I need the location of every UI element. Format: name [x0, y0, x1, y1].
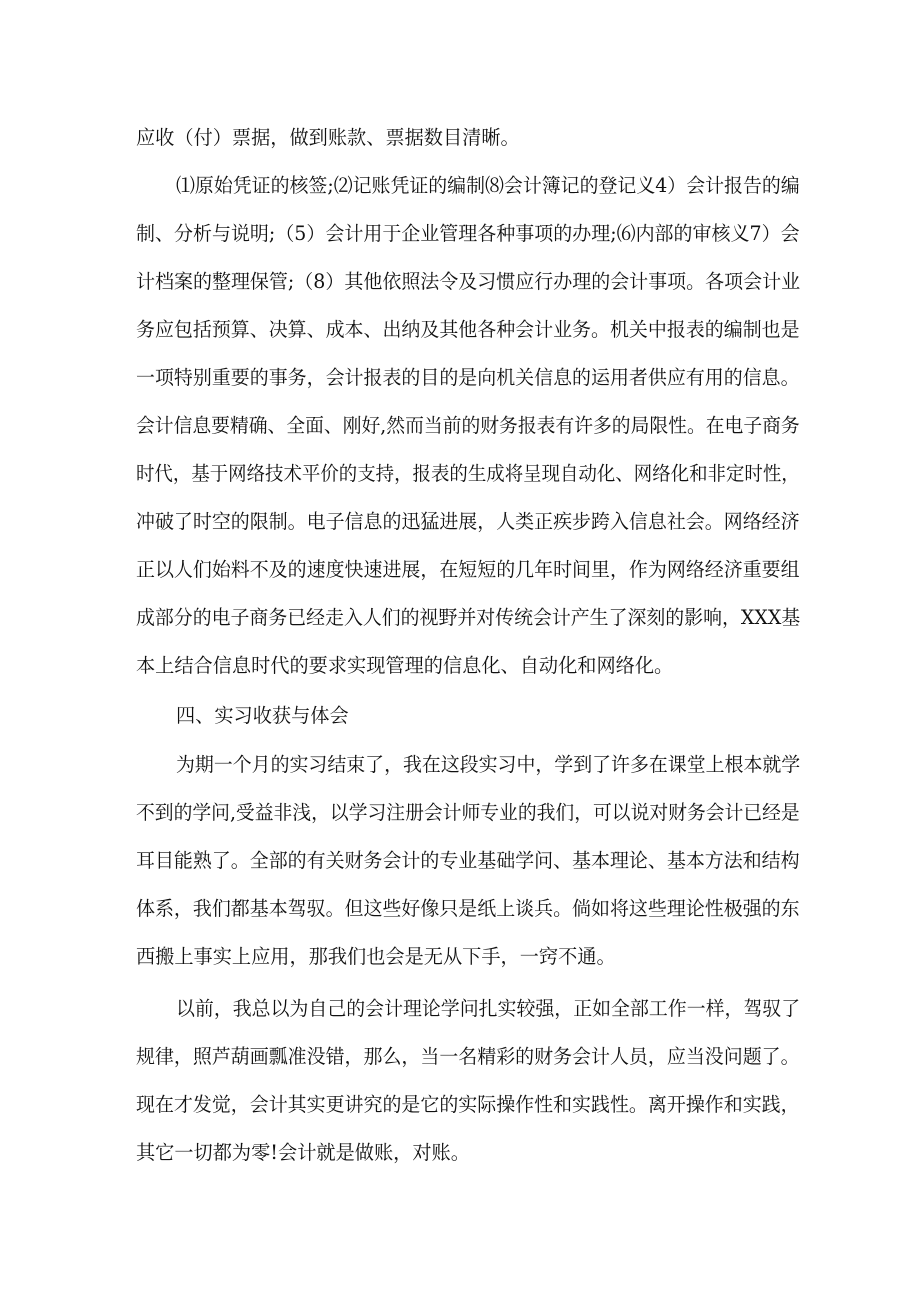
text-line: 会计信息要精确、全面、刚好,然而当前的财务报表有许多的局限性。在电子商务 — [136, 414, 800, 437]
text-line: 体系，我们都基本驾驭。但这些好像只是纸上谈兵。倘如将这些理论性极强的东 — [136, 897, 800, 920]
text-line: 时代，基于网络技术平价的支持，报表的生成将呈现自动化、网络化和非定时性， — [136, 462, 800, 485]
text-line: 西搬上事实上应用，那我们也会是无从下手，一窍不通。 — [136, 945, 616, 968]
text-line: 制、分析与说明;（5）会计用于企业管理各种事项的办理;⑹内部的审核义7）会 — [136, 222, 800, 245]
text-line: 本上结合信息时代的要求实现管理的信息化、自动化和网络化。 — [136, 654, 674, 677]
text-line: 其它一切都为零!会计就是做账，对账。 — [136, 1141, 470, 1164]
text-line: 应收（付）票据，做到账款、票据数目清晰。 — [136, 126, 520, 149]
text-line: 计档案的整理保管;（8）其他依照法令及习惯应行办理的会计事项。各项会计业 — [136, 270, 801, 293]
text-line: 成部分的电子商务已经走入人们的视野并对传统会计产生了深刻的影响，XXX基 — [136, 606, 801, 629]
text-line: 冲破了时空的限制。电子信息的迅猛进展，人类正疾步跨入信息社会。网络经济 — [136, 510, 800, 533]
text-line: 以前，我总以为自己的会计理论学问扎实较强，正如全部工作一样，驾驭了 — [176, 997, 801, 1020]
text-line: 务应包括预算、决算、成本、出纳及其他各种会计业务。机关中报表的编制也是 — [136, 318, 800, 341]
text-line: 耳目能熟了。全部的有关财务会计的专业基础学问、基本理论、基本方法和结构 — [136, 849, 800, 872]
text-line: 为期一个月的实习结束了，我在这段实习中，学到了许多在课堂上根本就学 — [176, 753, 801, 776]
text-line: 规律，照芦葫画瓢准没错，那么，当一名精彩的财务会计人员，应当没问题了。 — [136, 1045, 800, 1068]
text-line: 正以人们始料不及的速度快速进展，在短短的几年时间里，作为网络经济重要组 — [136, 558, 800, 581]
section-heading: 四、实习收获与体会 — [176, 704, 349, 727]
text-line: 现在才发觉，会计其实更讲究的是它的实际操作性和实践性。离开操作和实践， — [136, 1093, 800, 1116]
text-line: ⑴原始凭证的核签;⑵记账凭证的编制⑻会计簿记的登记义4）会计报告的编 — [176, 174, 800, 197]
text-line: 不到的学问,受益非浅，以学习注册会计师专业的我们，可以说对财务会计已经是 — [136, 801, 800, 824]
text-line: 一项特别重要的事务，会计报表的目的是向机关信息的运用者供应有用的信息。 — [136, 366, 800, 389]
